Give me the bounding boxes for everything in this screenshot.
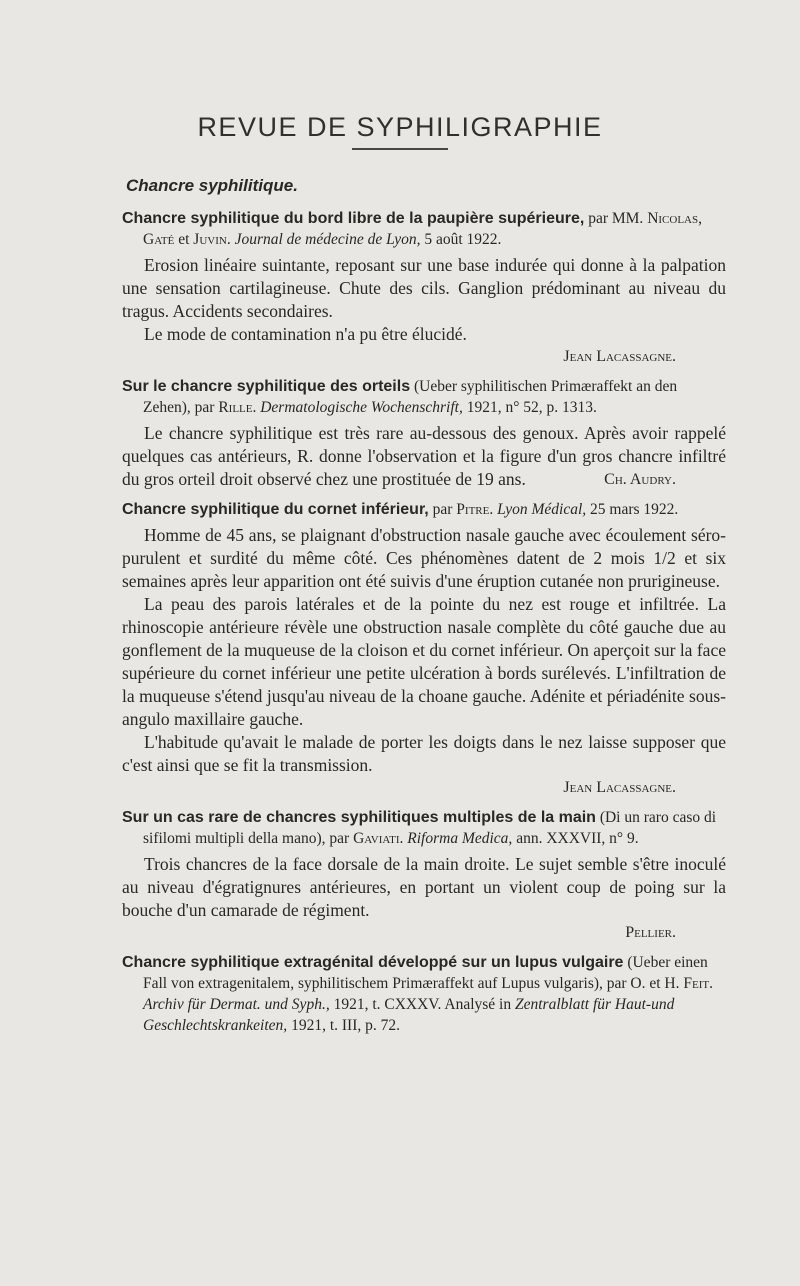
article-body [122, 208, 726, 1044]
paragraph: Le mode de contamination n'a pu être élucidé. [144, 324, 467, 344]
entry-reference-2: 1921, t. III, p. 72. [291, 1017, 400, 1034]
entry-reference: 1921, t. CXXXV. Analysé in [333, 996, 512, 1013]
entry-translation: (Di un raro caso di sifilomi multipli della mano), par [143, 809, 717, 847]
section-heading: Chancre syphilitique. [126, 176, 298, 195]
entry-authors: Nicolas, Gaté [143, 210, 702, 248]
entry-title: Chancre syphilitique du bord libre de la paupière supérieure, [122, 210, 585, 227]
signature: Ch. Audry. [604, 471, 676, 488]
entry-journal: Journal de médecine de Lyon, [234, 231, 421, 248]
paragraph: L'habitude qu'avait le malade de porter les doigts dans le nez laisse supposer que c'est ainsi que se fit la transmission. [122, 732, 726, 775]
entry-author: Gaviati. [353, 830, 404, 847]
review-entry-3 [122, 499, 726, 799]
signature: Jean Lacassagne. [563, 779, 676, 796]
paragraph: Erosion linéaire suintante, reposant sur une base indurée qui donne à la palpation une sensation cartilagineuse. Chute des cils. Ganglion prédominant au niveau du tragus. Accidents secondaires. [122, 255, 726, 321]
entry-journal: Riforma Medica, [407, 830, 513, 847]
entry-title: Chancre syphilitique du cornet inférieur, [122, 501, 429, 518]
signature: Pellier. [625, 924, 676, 941]
signature: Jean Lacassagne. [563, 348, 676, 365]
entry-date: 5 août 1922. [424, 231, 502, 248]
entry-heading [122, 807, 726, 849]
entry-text [122, 524, 726, 777]
entry-reference: 1921, n° 52, p. 1313. [466, 399, 597, 416]
entry-title: Sur le chancre syphilitique des orteils [122, 378, 411, 395]
entry-text [122, 254, 726, 346]
entry-author: Feit. [683, 975, 713, 992]
entry-heading [122, 952, 726, 1036]
entry-author: Rille. [218, 399, 257, 416]
review-entry-5 [122, 952, 726, 1036]
entry-reference: ann. XXXVII, n° 9. [516, 830, 639, 847]
entry-title: Sur un cas rare de chancres syphilitiques multiples de la main [122, 809, 596, 826]
paragraph: Trois chancres de la face dorsale de la main droite. Le sujet semble s'être inoculé au niveau d'égratignures antérieures, en portant un violent coup de poing sur la bouche d'un camarade de régiment. [122, 854, 726, 920]
entry-heading [122, 376, 726, 418]
entry-et: et [178, 231, 190, 248]
entry-journal: Dermatologische Wochenschrift, [260, 399, 463, 416]
entry-date: 25 mars 1922. [590, 501, 679, 518]
entry-journal: Archiv für Dermat. und Syph., [143, 996, 330, 1013]
entry-heading [122, 208, 726, 250]
entry-author: Pitre. [456, 501, 494, 518]
entry-par: par MM. [588, 210, 644, 227]
review-entry-2 [122, 376, 726, 491]
entry-title: Chancre syphilitique extragénital développé sur un lupus vulgaire [122, 954, 624, 971]
entry-text [122, 853, 726, 922]
entry-par: par [432, 501, 453, 518]
review-entry-4 [122, 807, 726, 944]
entry-journal: Lyon Médical, [497, 501, 587, 518]
paragraph: La peau des parois latérales et de la pointe du nez est rouge et infiltrée. La rhinoscopie antérieure révèle une obstruction nasale complète du côté gauche due au gonflement de la muqueuse de la cloison et du cornet inférieur. On aperçoit sur la face supérieure du cornet inférieur une petite ulcération à bords surélevés. L'infiltration de la muqueuse s'étend jusqu'au niveau de la choane gauche. Adénite et périadénite sous-angulo maxillaire gauche. [122, 594, 726, 729]
page-title: REVUE DE SYPHILIGRAPHIE [197, 112, 603, 142]
entry-translation: (Ueber einen Fall von extragenitalem, syphilitischem Primæraffekt auf Lupus vulgaris), par O. et H. [143, 954, 708, 992]
title-rule [352, 148, 448, 150]
entry-heading [122, 499, 726, 520]
entry-journal-2: Zentralblatt für Haut-und Geschlechtskrankeiten, [143, 996, 675, 1034]
entry-translation: (Ueber syphilitischen Primæraffekt an den Zehen), par [143, 378, 678, 416]
entry-author: Juvin. [193, 231, 231, 248]
paragraph: Homme de 45 ans, se plaignant d'obstruction nasale gauche avec écoulement séro-purulent et surdité du même côté. Ces phénomènes datent de 2 mois 1/2 et six semaines après leur apparition ont été suivis d'une éruption cutanée non prurigineuse. [122, 525, 726, 591]
paragraph: Le chancre syphilitique est très rare au-dessous des genoux. Après avoir rappelé quelques cas antérieurs, R. donne l'observation et la figure d'un gros chancre infiltré du gros orteil droit observé chez une prostituée de 19 ans. [122, 423, 726, 489]
review-entry-1 [122, 208, 726, 368]
